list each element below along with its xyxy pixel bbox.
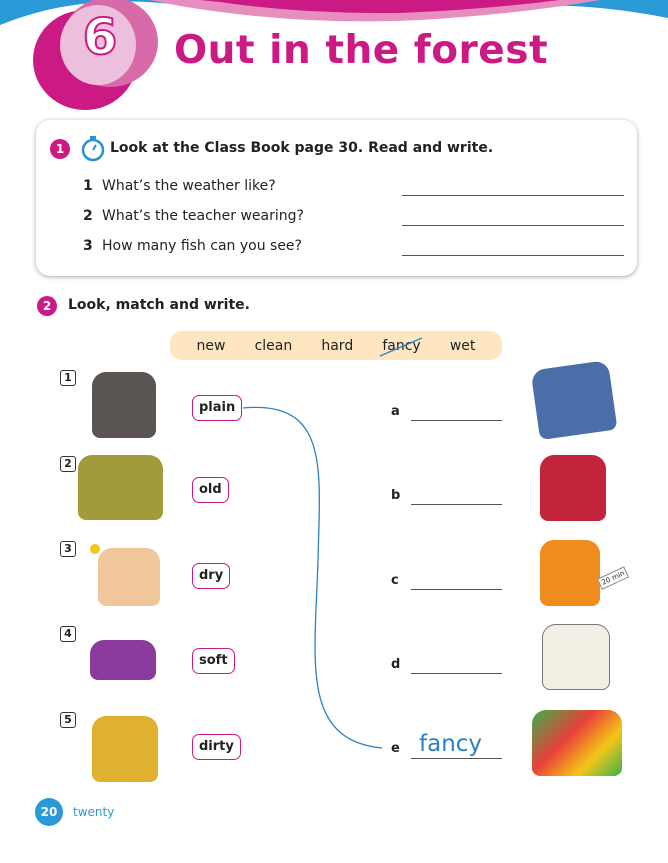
item-number-2: 2 (60, 456, 76, 472)
item-number-3: 3 (60, 541, 76, 557)
word-label-dirty[interactable]: dirty (192, 734, 241, 760)
fancy-backpack-image (532, 710, 622, 776)
page-number: 20 (35, 798, 63, 826)
plain-backpack-image (92, 372, 156, 438)
page-number-word: twenty (73, 805, 115, 819)
strike-mark (378, 336, 426, 358)
word-bank (170, 331, 502, 360)
word-label-old[interactable]: old (192, 477, 229, 503)
answer-line-3[interactable] (402, 255, 624, 256)
answer-line-d[interactable] (411, 673, 502, 674)
answer-letter-b: b (391, 488, 401, 503)
exercise-1-badge: 1 (50, 139, 70, 159)
exercise-2-badge: 2 (37, 296, 57, 316)
wet-backpack-image (531, 360, 618, 440)
answer-letter-a: a (391, 404, 400, 419)
new-backpack-image (540, 540, 600, 606)
question-3: 3 How many fish can you see? (83, 238, 302, 254)
word-label-soft[interactable]: soft (192, 648, 235, 674)
word-fancy-crossed: fancy (382, 338, 420, 354)
answer-letter-c: c (391, 573, 399, 588)
soft-backpack-image (90, 640, 156, 680)
old-backpack-image (78, 455, 163, 520)
answer-line-c[interactable] (411, 589, 502, 590)
unit-number: 6 (82, 8, 118, 66)
hard-backpack-image (540, 455, 606, 521)
handwritten-answer-e: fancy (419, 731, 483, 757)
stopwatch-icon (80, 134, 106, 162)
answer-letter-e: e (391, 741, 400, 756)
word-wet: wet (449, 337, 476, 354)
word-clean: clean (254, 337, 293, 354)
dirty-backpack-image (92, 716, 158, 782)
exercise-1-instruction: Look at the Class Book page 30. Read and write. (110, 140, 494, 156)
answer-letter-d: d (391, 657, 401, 672)
word-hard: hard (321, 337, 354, 354)
item-number-1: 1 (60, 370, 76, 386)
answer-line-1[interactable] (402, 195, 624, 196)
clean-backpack-image (542, 624, 610, 690)
dry-backpack-image (98, 548, 160, 606)
question-2: 2 What’s the teacher wearing? (83, 208, 304, 224)
answer-line-e[interactable] (411, 758, 502, 759)
exercise-2-instruction: Look, match and write. (68, 297, 250, 313)
question-1: 1 What’s the weather like? (83, 178, 276, 194)
item-number-4: 4 (60, 626, 76, 642)
item-number-5: 5 (60, 712, 76, 728)
answer-line-a[interactable] (411, 420, 502, 421)
answer-line-2[interactable] (402, 225, 624, 226)
price-tag: 20 min (597, 566, 630, 590)
word-label-dry[interactable]: dry (192, 563, 230, 589)
page-title: Out in the forest (174, 28, 549, 73)
answer-line-b[interactable] (411, 504, 502, 505)
word-label-plain[interactable]: plain (192, 395, 242, 421)
word-new: new (196, 337, 226, 354)
